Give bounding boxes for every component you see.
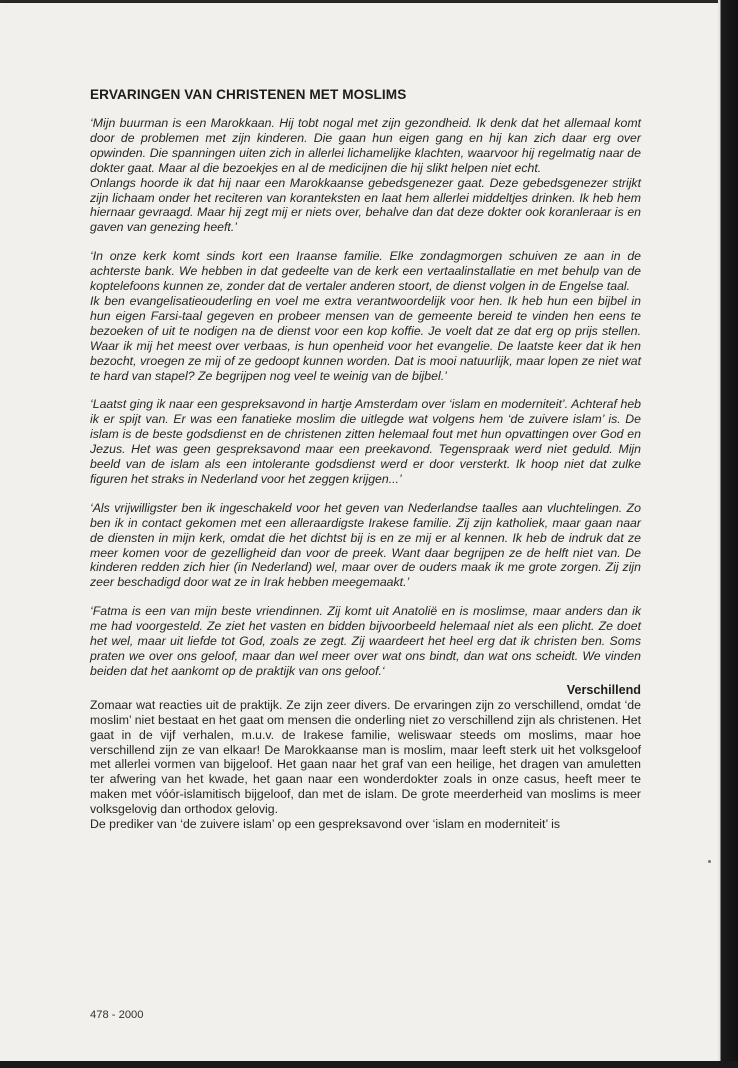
- quote-paragraph: ‘In onze kerk komt sinds kort een Iraanse familie. Elke zondagmorgen schuiven ze aan in de achterste bank. We hebben in dat gedeelte van de kerk een vertaalinstallatie en met behulp van de koptelefoons kunnen ze, zonder dat de vertaler anderen stoort, de dienst volgen in de Engelse taal.: [90, 249, 641, 294]
- body-paragraph: Zomaar wat reacties uit de praktijk. Ze zijn zeer divers. De ervaringen zijn zo verschillend, omdat ‘de moslim’ niet bestaat en het gaat om mensen die onderling niet zo verschillend zijn als christenen. Het gaat in de vijf verhalen, m.u.v. de Irakese familie, weliswaar steeds om moslims, maar hoe verschillend zijn ze van elkaar! De Marokkaanse man is moslim, maar leeft sterk uit het volksgeloof met allerlei vormen van bijgeloof. Het gaan naar het graf van een heilige, het dragen van amuletten ter afwering van het kwade, het gaan naar een wonderdokter zoals in onze casus, heeft meer te maken met vóór-islamitisch bijgeloof, dan met de islam. De grote meerderheid van moslims is meer volksgelovig dan orthodox gelovig.: [90, 697, 641, 817]
- article: [90, 87, 641, 832]
- article-title: ERVARINGEN VAN CHRISTENEN MET MOSLIMS: [90, 87, 407, 102]
- quote-paragraph: ‘Fatma is een van mijn beste vriendinnen. Zij komt uit Anatolië en is moslimse, maar anders dan ik me had voorgesteld. Ze ziet het vasten en bidden bijvoorbeeld helemaal niet als een plicht. Ze doet het wel, maar uit liefde tot God, zoals ze zegt. Zij waardeert het heel erg dat ik christen ben. Soms praten we over ons geloof, maar dan wel meer over wat ons bindt, dan wat ons scheidt. We vinden beiden dat het aankomt op de praktijk van ons geloof.‘: [90, 604, 641, 678]
- quote-paragraph: ‘Mijn buurman is een Marokkaan. Hij tobt nogal met zijn gezondheid. Ik denk dat het allemaal komt door de problemen met zijn kinderen. Die gaan hun eigen gang en hij kan zich daar erg over opwinden. Die spanningen uiten zich in allerlei lichamelijke klachten, waarvoor hij regelmatig naar de dokter gaat. Maar al die bezoekjes en al de medicijnen die hij slikt helpen niet echt.: [90, 116, 641, 175]
- quote-block: [90, 397, 641, 486]
- quote-block: [90, 249, 641, 383]
- quote-block: [90, 604, 641, 679]
- quote-paragraph: ‘Laatst ging ik naar een gespreksavond in hartje Amsterdam over ‘islam en moderniteit’. Achteraf heb ik er spijt van. Er was een fanatieke moslim die uitlegde wat volgens hem ‘de zuivere islam’ is. De islam is de beste godsdienst en de christenen zitten helemaal fout met hun opvattingen over God en Jezus. Het was geen gespreksavond maar een preekavond. Tegenspraak werd niet geduld. Mijn beeld van de islam als een intolerante godsdienst werd er door versterkt. Ik hoop niet dat zulke figuren het straks in Nederland voor het zeggen krijgen...’: [90, 397, 641, 486]
- quote-paragraph: Ik ben evangelisatieouderling en voel me extra verantwoordelijk voor hen. Ik heb hun een bijbel in hun eigen Farsi-taal gegeven en probeer mensen van de gemeente bereid te vinden hen eens te bezoeken of uit te nodigen na de dienst voor een kop koffie. Je voelt dat ze dat erg op prijs stellen. Waar ik mij het meest over verbaas, is hun openheid voor het evangelie. De laatste keer dat ik hen bezocht, vroegen ze mij of ze gedoopt kunnen worden. Dat is mooi natuurlijk, maar lopen ze niet wat te hard van stapel? Ze begrijpen nog veel te weinig van de bijbel.’: [90, 293, 641, 383]
- section-heading: Verschillend: [566, 682, 641, 697]
- scan-edge-right: [718, 0, 738, 1068]
- body-text: [90, 698, 641, 832]
- quote-paragraph: ‘Als vrijwilligster ben ik ingeschakeld voor het geven van Nederlandse taalles aan vluchtelingen. Zo ben ik in contact gekomen met een alleraardigste Irakese familie. Zij zijn katholiek, maar gaan naar de diensten in mijn kerk, omdat die het dichtst bij is en ze mij er al kennen. Ik heb de indruk dat ze meer komen voor de gezelligheid dan voor de preek. Want daar begrijpen ze de helft niet van. De kinderen redden zich hier (in Nederland) wel, maar over de ouders maak ik me grote zorgen. Zij zijn zeer beschadigd door wat ze in Irak hebben meegemaakt.’: [90, 500, 641, 590]
- quote-block: [90, 501, 641, 590]
- scan-mark: [708, 860, 711, 863]
- body-paragraph: De prediker van ‘de zuivere islam’ op een gespreksavond over ‘islam en moderniteit’ is: [90, 817, 561, 832]
- page-footer: 478 - 2000: [90, 1009, 144, 1021]
- scan-edge-bottom: [0, 1061, 738, 1068]
- quote-block: [90, 116, 641, 235]
- document-page: [0, 3, 718, 1061]
- quote-paragraph: Onlangs hoorde ik dat hij naar een Marokkaanse gebedsgenezer gaat. Deze gebedsgenezer strijkt zijn lichaam onder het reciteren van koranteksten en laat hem allerlei middeltjes drinken. Ik heb hem hiernaar gevraagd. Maar hij zegt mij er niets over, behalve dan dat deze dokter ook koranleraar is en gaven van genezing heeft.’: [90, 175, 641, 235]
